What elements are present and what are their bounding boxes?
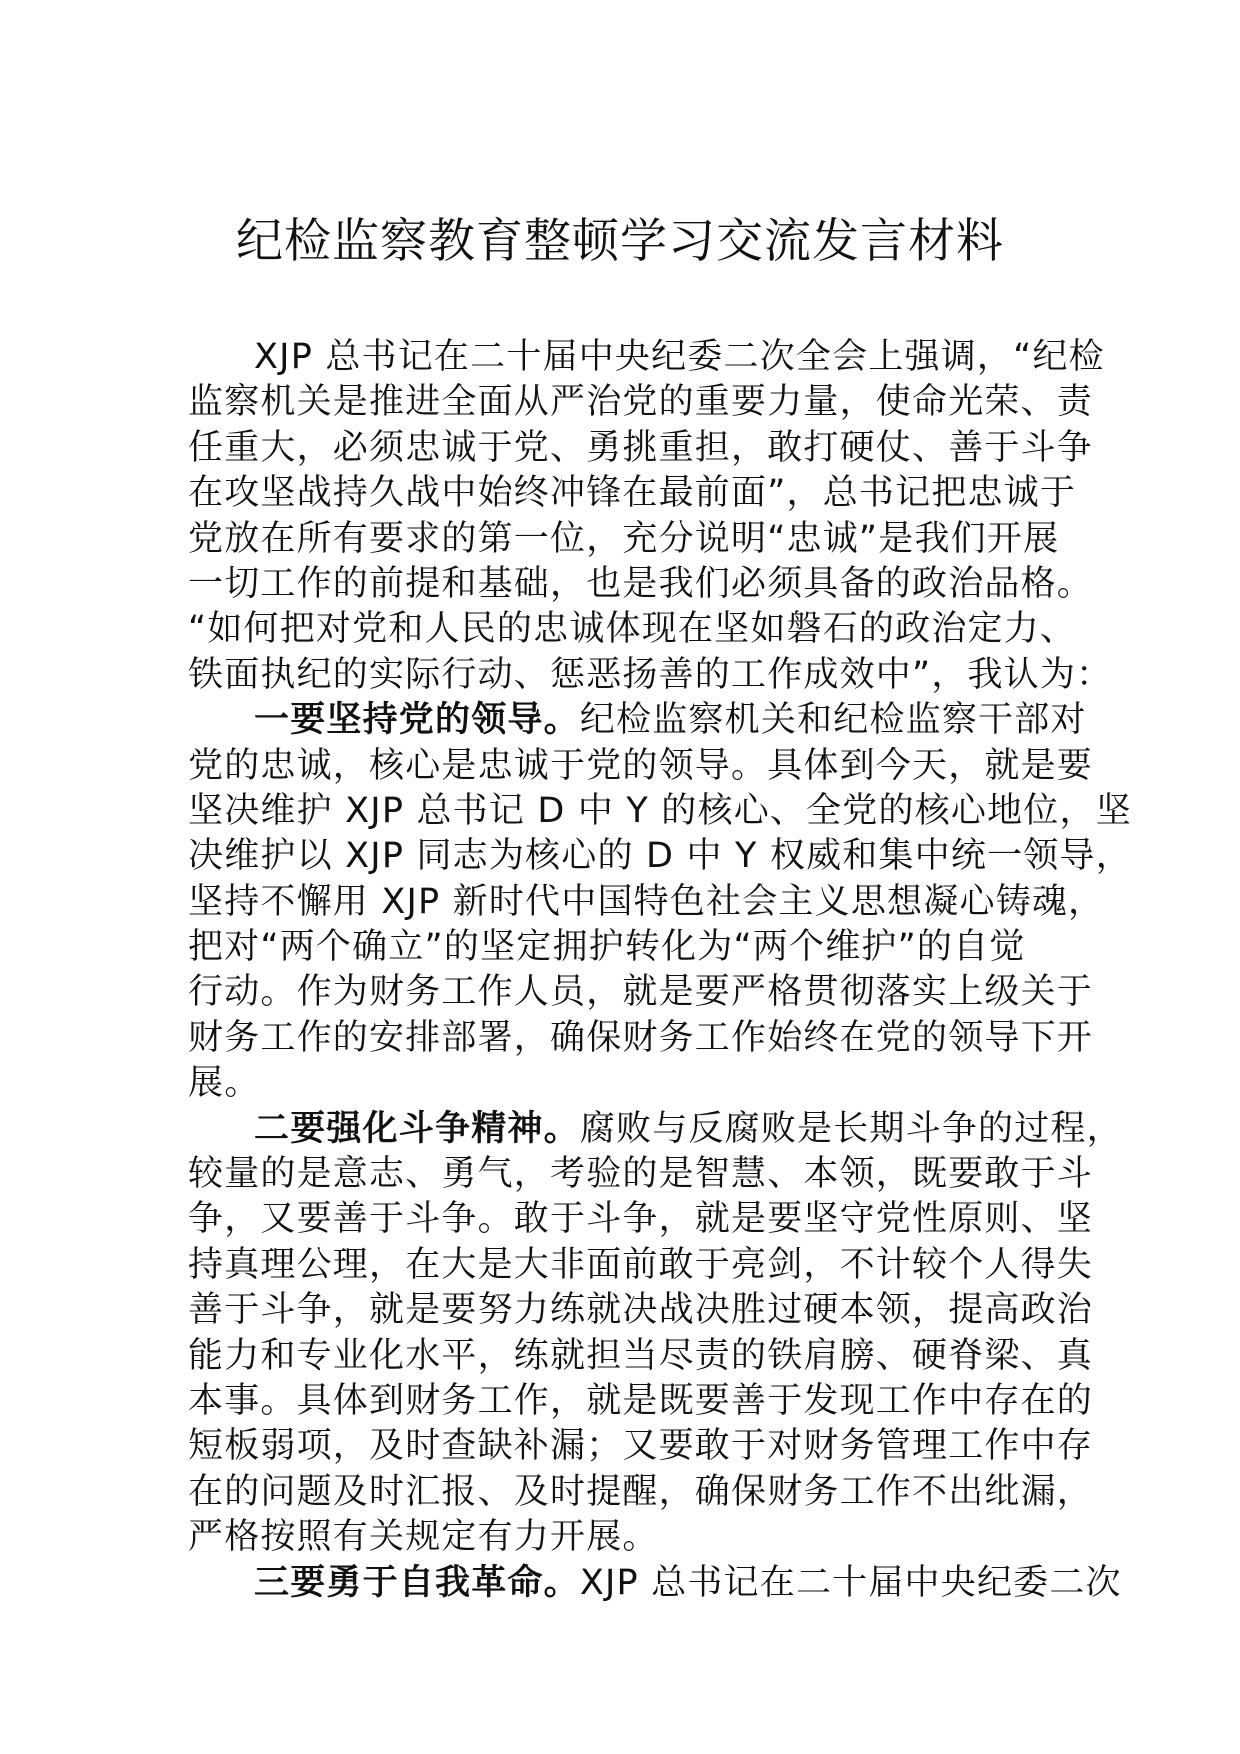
line-text: 腐败与反腐败是长期斗争的过程， — [579, 1108, 1123, 1149]
line-text: 党的忠诚，核心是忠诚于党的领导。具体到今天，就是要 — [188, 745, 1094, 786]
line-text: 决维护以 XJP 同志为核心的 D 中 Y 权威和集中统一领导， — [188, 836, 1132, 877]
line-text: 坚持不懈用 XJP 新时代中国特色社会主义思想凝心铸魂， — [188, 881, 1105, 922]
line-text: 铁面执纪的实际行动、惩恶扬善的工作成效中”，我认为： — [188, 654, 1113, 695]
text-line — [188, 1197, 1094, 1242]
text-line — [188, 1107, 1123, 1152]
line-text: 短板弱项，及时查缺补漏；又要敢于对财务管理工作中存 — [188, 1426, 1094, 1467]
text-line — [188, 789, 1132, 834]
line-text: 善于斗争，就是要努力练就决战决胜过硬本领，提高政治 — [188, 1290, 1094, 1331]
text-line — [188, 698, 1087, 743]
text-line — [188, 562, 1094, 607]
text-line — [188, 471, 1077, 516]
text-line — [188, 1288, 1094, 1333]
section-heading: 一要坚持党的领导。 — [254, 700, 580, 741]
text-line — [188, 1243, 1094, 1288]
text-line — [188, 744, 1094, 789]
line-text: 财务工作的安排部署，确保财务工作始终在党的领导下开 — [188, 1017, 1094, 1058]
text-line — [188, 1470, 1094, 1515]
section-heading: 三要勇于自我革命。 — [254, 1562, 580, 1603]
line-text: 一切工作的前提和基础，也是我们必须具备的政治品格。 — [188, 563, 1094, 604]
text-line — [188, 880, 1105, 925]
line-text: 任重大，必须忠诚于党、勇挑重担，敢打硬仗、善于斗争 — [188, 427, 1094, 468]
text-line — [188, 925, 1058, 970]
text-line — [188, 1016, 1094, 1061]
document-body — [188, 335, 1132, 1606]
text-line — [188, 380, 1094, 425]
text-line — [188, 607, 1077, 652]
line-text: 党放在所有要求的第一位，充分说明“忠诚”是我们开展 — [188, 518, 1060, 559]
line-text: 把对“两个确立”的坚定拥护转化为“两个维护”的自觉 — [188, 927, 1026, 968]
line-text: 坚决维护 XJP 总书记 D 中 Y 的核心、全党的核心地位，坚 — [188, 790, 1132, 831]
text-line — [188, 834, 1132, 879]
text-line — [188, 1379, 1094, 1424]
line-text: 在的问题及时汇报、及时提醒，确保财务工作不出纰漏， — [188, 1471, 1094, 1512]
document-title: 纪检监察教育整顿学习交流发言材料 — [236, 214, 1004, 269]
line-text: 在攻坚战持久战中始终冲锋在最前面”，总书记把忠诚于 — [188, 473, 1077, 514]
line-text: XJP 总书记在二十届中央纪委二次 — [579, 1562, 1122, 1603]
text-line — [188, 426, 1094, 471]
text-line — [188, 970, 1094, 1015]
text-line — [188, 1152, 1094, 1197]
line-text: “如何把对党和人民的忠诚体现在坚如磐石的政治定力、 — [188, 609, 1077, 650]
text-line — [188, 1424, 1094, 1469]
line-text: 展。 — [188, 1063, 261, 1104]
text-line — [188, 1561, 1122, 1606]
text-line — [188, 1334, 1094, 1379]
line-text: 能力和专业化水平，练就担当尽责的铁肩膀、硬脊梁、真 — [188, 1335, 1094, 1376]
line-text: 持真理公理，在大是大非面前敢于亮剑，不计较个人得失 — [188, 1244, 1094, 1285]
line-text: 纪检监察机关和纪检监察干部对 — [579, 700, 1087, 741]
text-line — [188, 1515, 1058, 1560]
line-text: XJP 总书记在二十届中央纪委二次全会上强调，“纪检 — [254, 337, 1105, 377]
section-heading: 二要强化斗争精神。 — [254, 1108, 580, 1149]
line-text: 本事。具体到财务工作，就是既要善于发现工作中存在的 — [188, 1380, 1094, 1421]
line-text: 监察机关是推进全面从严治党的重要力量，使命光荣、责 — [188, 382, 1094, 423]
text-line — [188, 653, 1113, 698]
text-line — [188, 517, 1058, 562]
line-text: 较量的是意志、勇气，考验的是智慧、本领，既要敢于斗 — [188, 1154, 1094, 1195]
line-text: 严格按照有关规定有力开展。 — [188, 1517, 659, 1558]
text-line — [188, 335, 1105, 380]
text-line — [188, 1061, 1058, 1106]
line-text: 争，又要善于斗争。敢于斗争，就是要坚守党性原则、坚 — [188, 1199, 1094, 1240]
line-text: 行动。作为财务工作人员，就是要严格贯彻落实上级关于 — [188, 972, 1094, 1013]
